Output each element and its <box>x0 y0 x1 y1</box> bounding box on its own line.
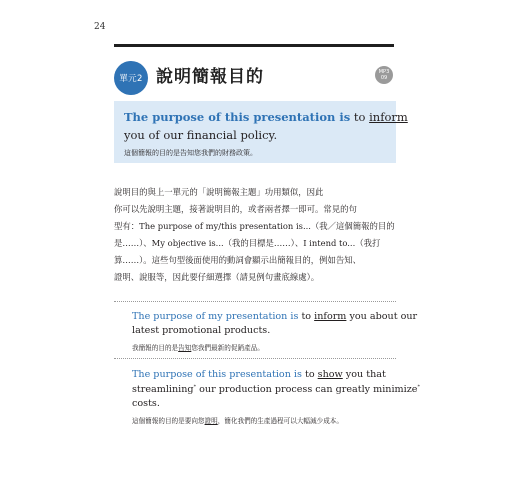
example-2-translation-post: ，簡化我們的生產過程可以大幅減少成本。 <box>217 417 343 425</box>
vocab-footnote-mark: * <box>417 383 420 390</box>
example-2-line-2 <box>132 384 420 395</box>
example-2-translation-pre: 這個簡報的目的是要向您 <box>132 417 205 425</box>
top-rule <box>114 44 394 47</box>
example-2-rest: you that <box>342 369 386 380</box>
example-2-verb: show <box>317 369 343 380</box>
divider-dotted <box>114 301 396 302</box>
example-2-line-2-rest: our production process can greatly minimize <box>196 384 418 395</box>
explanation-paragraph: 說明目的與上一單元的「說明簡報主題」功用類似，因此 你可以先說明主題，接著說明目的，或者兩者擇一即可。常見的句 型有：The purpose of my/this presentation is...（我／這個簡報的目的 是……）、My objective is...（我的目標是……）、I intend to...（我打 算……）。這些句型後面使用的動詞會顯示出簡報目的，例如告知、 證明、說服等，因此要仔細選擇（請見例句畫底線處）。 <box>114 187 395 282</box>
key-phrase-line-1 <box>124 110 408 124</box>
page-number: 24 <box>94 22 106 32</box>
example-1-translation-post: 您我們最新的促銷產品。 <box>191 344 264 352</box>
example-1-translation-verb: 告知 <box>178 344 192 352</box>
example-2-translation <box>132 415 343 425</box>
key-phrase-verb: inform <box>369 110 408 124</box>
unit-title: 說明簡報目的 <box>156 67 264 87</box>
divider-dotted <box>114 358 396 359</box>
example-1-phrase: The purpose of my presentation is <box>132 311 299 322</box>
example-2-line-3: costs. <box>132 398 160 409</box>
example-1-rest: you about our <box>346 311 418 322</box>
key-phrase-line-2: you of our financial policy. <box>124 128 278 142</box>
example-1-line-2: latest promotional products. <box>132 325 271 336</box>
example-2-connector: to <box>301 369 318 380</box>
mp3-track-badge <box>375 66 393 84</box>
key-phrase-box <box>114 101 408 163</box>
unit-badge: 單元2 <box>114 61 148 95</box>
example-1-line-1 <box>132 311 417 322</box>
key-phrase-translation: 這個簡報的目的是告知您我們的財務政策。 <box>124 149 257 157</box>
example-1-translation <box>132 342 264 352</box>
example-2-term: streamlining <box>132 384 194 395</box>
mp3-label: MP3 <box>378 69 390 75</box>
vocab-footnote-mark: * <box>193 383 197 390</box>
example-2-phrase: The purpose of this presentation is <box>132 369 302 380</box>
example-2-translation-verb: 證明 <box>204 417 218 425</box>
key-phrase: The purpose of this presentation is <box>124 110 351 124</box>
example-1-verb: inform <box>314 311 347 322</box>
example-2-line-1 <box>132 369 386 380</box>
example-1-translation-pre: 我簡報的目的是 <box>132 344 179 352</box>
mp3-track-number: 09 <box>380 75 388 81</box>
example-1-connector: to <box>298 311 315 322</box>
key-phrase-connector: to <box>350 110 370 124</box>
